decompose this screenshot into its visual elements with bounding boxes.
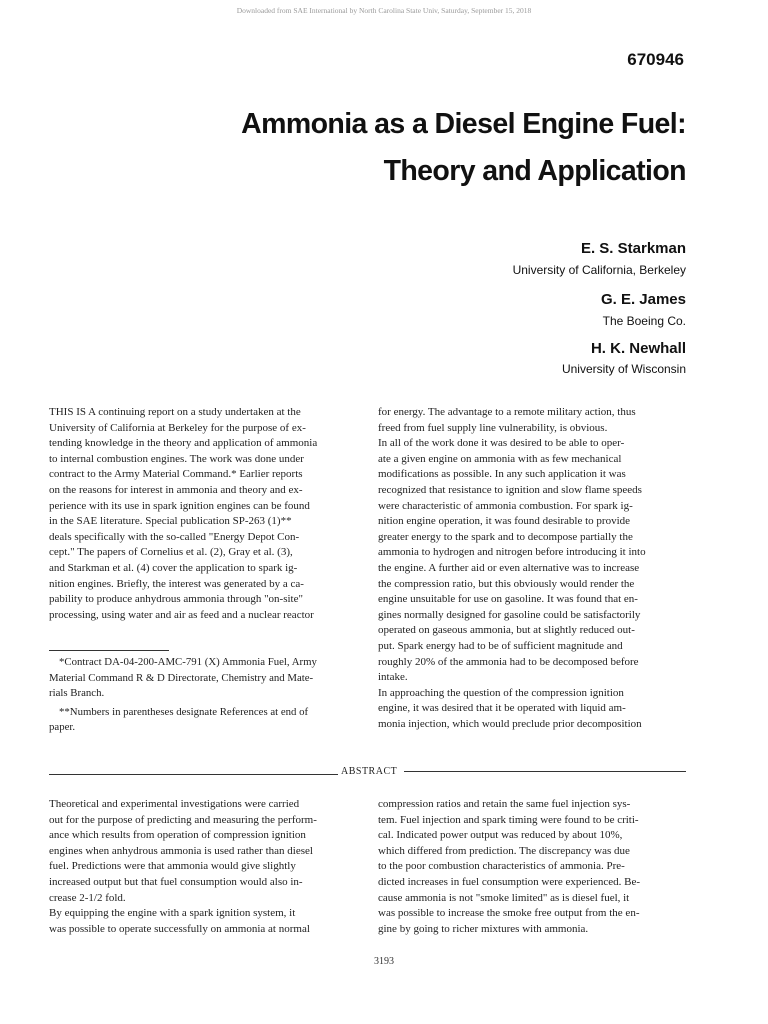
text-line: the engine. A further aid or even alternative was to increase [378,561,640,574]
abstract-heading: ABSTRACT [341,766,398,777]
abstract-text-right-column [378,797,696,937]
text-line: fuel. Predictions were that ammonia would give slightly [49,860,296,873]
text-line: dicted increases in fuel consumption were experienced. Be- [378,875,641,888]
author-affiliation: University of California, Berkeley [512,263,686,277]
text-line: in the SAE literature. Special publication SP-263 (1)** [49,515,292,528]
text-line: was possible to increase the smoke free output from the en- [378,907,640,920]
text-line: put. Spark energy had to be of sufficient magnitude and [378,639,623,652]
abstract-text-left-column [49,797,367,937]
text-line: ate a given engine on ammonia with as few mechanical [378,452,622,465]
text-line: increased output but that fuel consumption would also in- [49,875,303,888]
footnote-line: *Contract DA-04-200-AMC-791 (X) Ammonia Fuel, Army [59,656,317,668]
text-line: cal. Indicated power output was reduced by about 10%, [378,829,623,842]
text-line: recognized that resistance to ignition and slow flame speeds [378,483,642,496]
text-line: to the poor combustion characteristics of ammonia. Pre- [378,860,625,873]
text-line: perience with its use in spark ignition engines can be found [49,499,310,512]
text-line: tending knowledge in the theory and application of ammonia [49,437,318,450]
text-line: cause ammonia is not "smoke limited" as is diesel fuel, it [378,891,630,904]
text-line: was possible to operate successfully on ammonia at normal [49,922,310,935]
footnote-rule [49,650,169,651]
text-line: contract to the Army Material Command.* Earlier reports [49,468,303,481]
author-name: H. K. Newhall [590,340,686,357]
text-line: freed from fuel supply line vulnerability, is obvious. [378,421,608,434]
footnote-line: paper. [49,721,76,733]
text-line: gine by going to richer mixtures with ammonia. [378,922,589,935]
text-line: modifications as possible. In any such application it was [378,468,626,481]
text-line: intake. [378,671,408,684]
footnote-cont [49,720,369,736]
text-line: out for the purpose of predicting and measuring the perform- [49,813,317,826]
text-line: In all of the work done it was desired to be able to oper- [378,437,625,450]
author-name: E. S. Starkman [580,240,686,257]
paper-number: 670946 [627,50,684,69]
text-line: ance which results from operation of compression ignition [49,829,306,842]
text-line: THIS IS A continuing report on a study undertaken at the [49,406,301,418]
footnote-cont [49,671,369,702]
text-line: engines when anhydrous ammonia is used rather than diesel [49,844,313,857]
author-name: G. E. James [600,291,686,308]
text-line: roughly 20% of the ammonia had to be decomposed before [378,655,639,668]
text-line: which differed from prediction. The discrepancy was due [378,844,630,857]
abstract-rule-left [49,774,338,775]
author-affiliation: University of Wisconsin [561,362,686,376]
text-line: greater energy to the spark and to decompose partially the [378,530,633,543]
text-line: crease 2-1/2 fold. [49,891,126,904]
text-line: to internal combustion engines. The work was done under [49,452,304,465]
text-line: processing, using water and air as feed and a nuclear reactor [49,608,314,621]
footnote-line: Material Command R & D Directorate, Chemistry and Mate- [49,671,314,684]
text-line: ammonia to hydrogen and nitrogen before introducing it into [378,546,646,559]
body-text-left-column [49,405,367,623]
footnote-line: rials Branch. [49,687,105,699]
text-line: By equipping the engine with a spark ignition system, it [49,907,296,920]
footnote [49,705,369,721]
abstract-rule-right [404,771,686,772]
text-line: operated on gaseous ammonia, but at slightly reduced out- [378,624,635,637]
title-line-2: Theory and Application [383,155,686,187]
text-line: tem. Fuel injection and spark timing were found to be criti- [378,813,639,826]
text-line: the compression ratio, but this obviously would render the [378,577,635,590]
text-line: monia injection, which would preclude prior decomposition [378,717,642,730]
text-line: University of California at Berkeley for the purpose of ex- [49,421,306,434]
text-line: cept." The papers of Cornelius et al. (2), Gray et al. (3), [49,546,293,559]
title-line-1: Ammonia as a Diesel Engine Fuel: [241,108,686,140]
text-line: nition engines. Briefly, the interest was generated by a ca- [49,577,304,590]
author-affiliation: The Boeing Co. [602,314,686,328]
footnote [49,655,369,671]
footnote-line: **Numbers in parentheses designate References at end of [59,705,309,718]
download-notice: Downloaded from SAE International by North Carolina State Univ, Saturday, September 15, 2018 [236,6,532,15]
text-line: engine unsuitable for use on gasoline. It was found that en- [378,593,638,606]
page-number: 3193 [374,956,394,967]
text-line: on the reasons for interest in ammonia and theory and ex- [49,483,303,496]
text-line: for energy. The advantage to a remote military action, thus [378,406,636,418]
text-line: engine, it was desired that it be operated with liquid am- [378,702,626,715]
text-line: deals specifically with the so-called "Energy Depot Con- [49,530,300,543]
text-line: gines normally designed for gasoline could be satisfactorily [378,608,641,621]
text-line: Theoretical and experimental investigations were carried [49,798,300,810]
text-line: In approaching the question of the compression ignition [378,686,624,699]
text-line: and Starkman et al. (4) cover the application to spark ig- [49,561,298,574]
text-line: pability to produce anhydrous ammonia through "on-site" [49,593,303,606]
text-line: nition engine operation, it was found desirable to provide [378,515,631,528]
body-text-right-column [378,405,696,732]
footnotes [49,655,369,736]
text-line: were characteristic of ammonia combustion. For spark ig- [378,499,633,512]
text-line: compression ratios and retain the same fuel injection sys- [378,798,631,810]
